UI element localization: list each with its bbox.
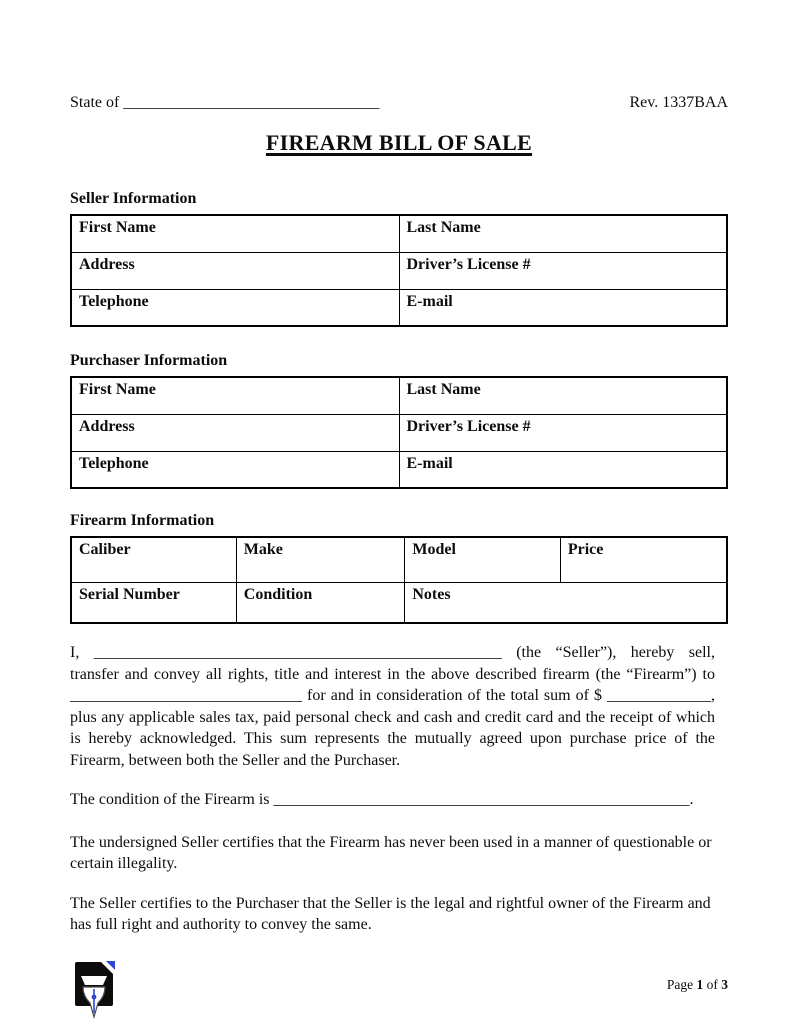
purchaser-email-cell: E-mail [399, 451, 727, 488]
seller-section-heading: Seller Information [70, 190, 197, 207]
firearm-caliber-cell: Caliber [71, 537, 236, 582]
purchaser-name-blank: _____________________________ [70, 687, 302, 704]
firearm-condition-cell: Condition [236, 582, 405, 623]
page-number-value: 1 [696, 977, 704, 992]
firearm-make-cell: Make [236, 537, 405, 582]
purchaser-address-cell: Address [71, 414, 399, 451]
table-row [71, 377, 727, 414]
firearm-price-cell: Price [560, 537, 727, 582]
table-row [71, 215, 727, 252]
table-row [71, 252, 727, 289]
page-word: Page [666, 977, 694, 992]
purchaser-section-heading: Purchaser Information [70, 352, 228, 369]
document-title: FIREARM BILL OF SALE [265, 130, 533, 155]
firearm-serial-number-cell: Serial Number [71, 582, 236, 623]
sale-declaration-paragraph [70, 642, 728, 771]
firearm-notes-cell: Notes [405, 582, 727, 623]
condition-line [70, 789, 728, 811]
seller-info-table [70, 214, 728, 327]
firearm-section [70, 511, 728, 624]
table-row [71, 289, 727, 326]
sale-pre-text: I, [70, 644, 80, 661]
revision-number: Rev. 1337BAA [629, 94, 728, 111]
seller-last-name-cell: Last Name [399, 215, 727, 252]
seller-email-cell: E-mail [399, 289, 727, 326]
sale-mid-text: (the “Seller”), hereby sell, transfer and convey all rights, title and interest in the above described firearm (the “Firearm”) to [70, 644, 715, 683]
seller-certification-paragraph: The undersigned Seller certifies that the Firearm has never been used in a manner of questionable or certain illegality. [70, 833, 712, 872]
state-of-label: State of [70, 94, 120, 111]
seller-telephone-cell: Telephone [71, 289, 399, 326]
table-row [71, 414, 727, 451]
document-header [70, 93, 728, 112]
firearm-section-heading: Firearm Information [70, 512, 215, 529]
of-word: of [706, 977, 718, 992]
condition-label-text: The condition of the Firearm is [70, 791, 270, 808]
firearm-model-cell: Model [405, 537, 560, 582]
seller-address-cell: Address [71, 252, 399, 289]
sale-end-text: , plus any applicable sales tax, paid personal check and cash and credit card and the receipt of which is hereby acknowledged. This sum represents the mutually agreed upon purchase price of the Firearm, between both the Seller and the Purchaser. [70, 687, 716, 769]
table-row [71, 451, 727, 488]
condition-period: . [689, 791, 694, 808]
firearm-info-table [70, 536, 728, 624]
state-of-line [70, 93, 379, 112]
table-row [71, 537, 727, 582]
page-number [667, 977, 728, 993]
ownership-certification-paragraph: The Seller certifies to the Purchaser that the Seller is the legal and rightful owner of the Firearm and has full right and authority to convey the same. [70, 894, 711, 933]
purchaser-info-table [70, 376, 728, 489]
purchaser-last-name-cell: Last Name [399, 377, 727, 414]
seller-first-name-cell: First Name [71, 215, 399, 252]
seller-name-blank: ___________________________________________________ [93, 644, 502, 661]
purchaser-first-name-cell: First Name [71, 377, 399, 414]
state-blank-line: ________________________________ [123, 94, 380, 111]
sale-amount-blank: _____________ [607, 687, 712, 704]
page-total-value: 3 [721, 977, 728, 992]
purchaser-section [70, 351, 728, 489]
condition-blank: ____________________________________________________ [273, 791, 690, 808]
purchaser-telephone-cell: Telephone [71, 451, 399, 488]
pen-document-logo-icon [68, 960, 122, 1020]
table-row [71, 582, 727, 623]
seller-section [70, 189, 728, 327]
sale-consideration-text: for and in consideration of the total sum of $ [307, 687, 602, 704]
purchaser-drivers-license-cell: Driver’s License # [399, 414, 727, 451]
seller-drivers-license-cell: Driver’s License # [399, 252, 727, 289]
